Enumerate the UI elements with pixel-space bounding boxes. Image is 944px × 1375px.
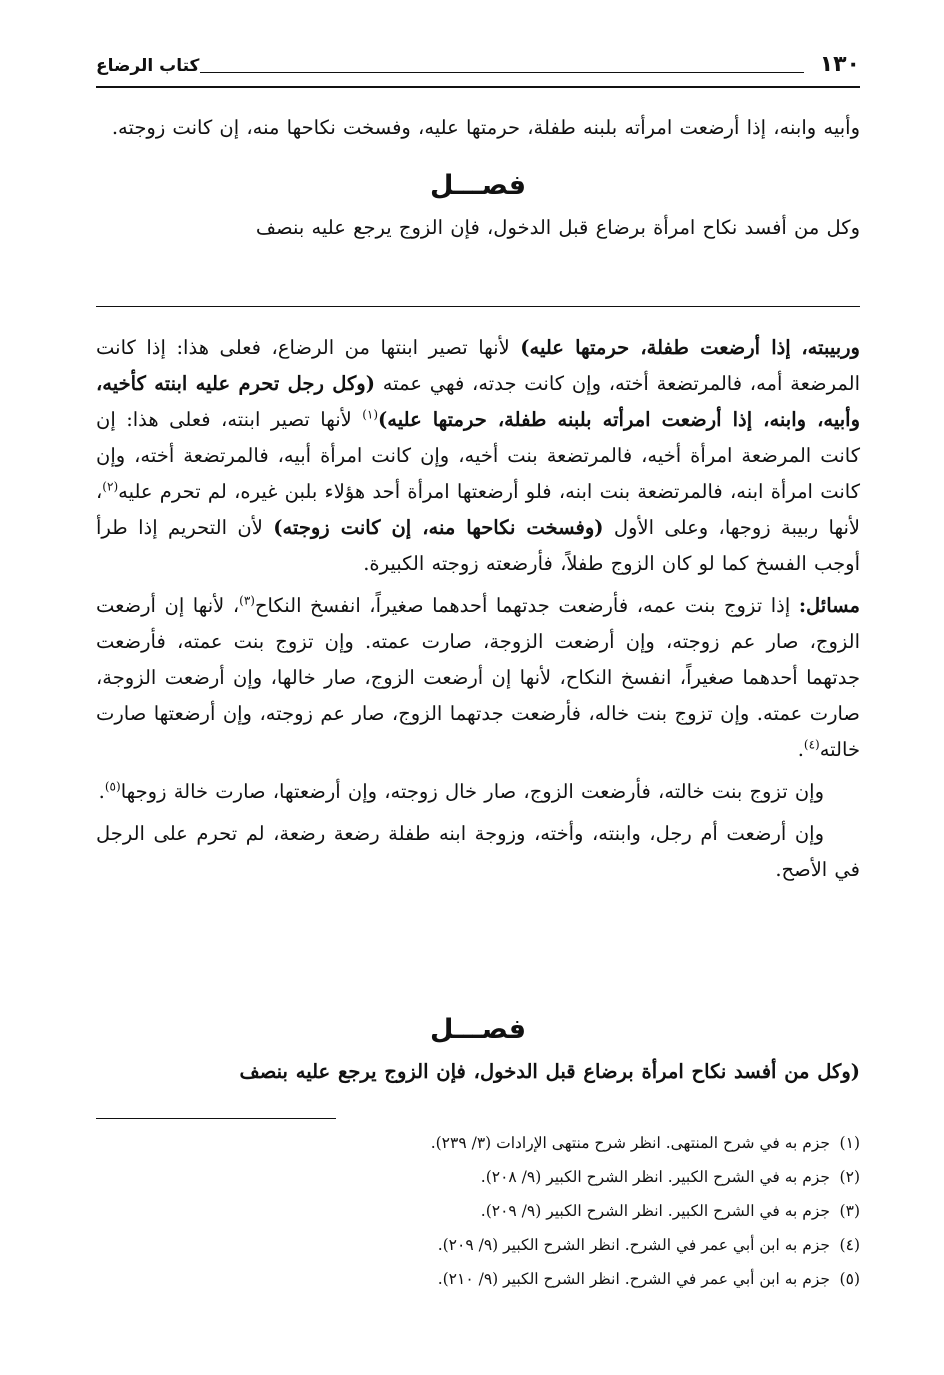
sharh-text: لأن التحريم إذا طرأ أوجب الفسخ كما لو كان الزوج طفلاً، فأرضعته زوجته الكبيرة. bbox=[96, 516, 860, 575]
sharh-text: . bbox=[98, 780, 105, 803]
book-title: كتاب الرضاع bbox=[96, 56, 200, 76]
footnote-2 bbox=[96, 1160, 860, 1194]
upper-text bbox=[96, 110, 860, 246]
footnote-marker[interactable]: (٣) bbox=[239, 593, 255, 608]
commentary bbox=[96, 330, 860, 888]
footnote-text: جزم به في الشرح الكبير. انظر الشرح الكبير (٩/ ٢٠٨). bbox=[480, 1168, 830, 1186]
footnote-number: (٣) bbox=[839, 1202, 860, 1220]
footnote-rule bbox=[96, 1118, 336, 1119]
footnote-text: جزم به في شرح المنتهى. انظر شرح منتهى الإرادات (٣/ ٢٣٩). bbox=[430, 1134, 830, 1152]
issues-label: مسائل: bbox=[798, 594, 860, 617]
footnote-number: (٢) bbox=[839, 1168, 860, 1186]
footnotes bbox=[96, 1126, 860, 1296]
sharh-text: . bbox=[797, 738, 804, 761]
footnote-number: (١) bbox=[839, 1134, 860, 1152]
matn-quote: وربيبته، bbox=[801, 336, 860, 359]
second-section bbox=[96, 1010, 860, 1090]
header-rule bbox=[96, 86, 860, 88]
footnote-number: (٥) bbox=[839, 1270, 860, 1288]
footnote-text: جزم به في الشرح الكبير. انظر الشرح الكبير (٩/ ٢٠٩). bbox=[480, 1202, 830, 1220]
continuation-paragraph: وأبيه وابنه، إذا أرضعت امرأته بلبنه طفلة، حرمتها عليه، وفسخت نكاحها منه، إن كانت زوجته. bbox=[111, 116, 860, 139]
footnote-text: جزم به ابن أبي عمر في الشرح. انظر الشرح الكبير (٩/ ٢٠٩). bbox=[437, 1236, 830, 1254]
footnote-5 bbox=[96, 1262, 860, 1296]
footnote-number: (٤) bbox=[839, 1236, 860, 1254]
running-header bbox=[96, 52, 860, 86]
commentary-paragraph-4: وإن أرضعت أم رجل، وابنته، وأخته، وزوجة ابنه طفلة رضعة رضعة، لم تحرم على الرجل في الأصح. bbox=[96, 822, 860, 881]
sharh-text: ، لأنها ربيبة زوجها، وعلى الأول bbox=[96, 480, 860, 539]
section-opening-bold: (وكل من أفسد نكاح امرأة برضاع قبل الدخول، فإن الزوج يرجع عليه بنصف bbox=[239, 1060, 860, 1083]
text-commentary-divider bbox=[96, 306, 860, 307]
header-short-rule bbox=[200, 72, 804, 73]
matn-quote: (وكل رجل تحرم عليه ابنته كأخيه، وأبيه، وابنه، إذا أرضعت امرأته بلبنه طفلة، حرمتها عليه) bbox=[96, 372, 860, 431]
sharh-text: إذا تزوج بنت عمه، فأرضعت جدتهما أحدهما صغيراً، انفسخ النكاح bbox=[254, 594, 791, 617]
footnote-marker[interactable]: (٤) bbox=[803, 737, 820, 752]
commentary-paragraph-3 bbox=[96, 774, 860, 810]
matn-quote: (وفسخت نكاحها منه، إن كانت زوجته) bbox=[273, 516, 604, 539]
page-number: ١٣٠ bbox=[819, 52, 860, 77]
footnote-4 bbox=[96, 1228, 860, 1262]
section-title: فصـــل bbox=[429, 170, 527, 201]
sharh-text: ، لأنها إن أرضعت الزوج، صار عم زوجته، وإن أرضعت الزوجة، صارت عمته. وإن تزوج بنت عمته، فأرضعت جدتهما أحدهما صغيراً، انفسخ النكاح، لأنها إن أرضعت الزوج، صار خالها، وإن أرضعت الزوجة، صارت عمته. وإن تزوج بنت خاله، فأرضعت جدتهما الزوج، صار عم زوجته، وإن أرضعتها صارت خالته bbox=[96, 594, 860, 761]
footnote-text: جزم به ابن أبي عمر في الشرح. انظر الشرح الكبير (٩/ ٢١٠). bbox=[437, 1270, 830, 1288]
sharh-text: لأنها تصير ابنتها من الرضاع، فعلى هذا: إذا كانت المرضعة أمه، فالمرتضعة أخته، وإن كانت جدته، فهي عمته bbox=[96, 336, 860, 395]
sharh-text: لأنها تصير ابنته، فعلى هذا: إن كانت المرضعة امرأة أخيه، فالمرتضعة بنت أخيه، وإن كانت امرأة أبيه، فالمرتضعة أخته، وإن كانت امرأة ابنه، فالمرتضعة بنت ابنه، فلو أرضعتها امرأة أحد هؤلاء بلبن غيره، لم تحرم عليه bbox=[96, 408, 860, 503]
commentary-paragraph-1 bbox=[96, 330, 860, 582]
section-opening: وكل من أفسد نكاح امرأة برضاع قبل الدخول، فإن الزوج يرجع عليه بنصف bbox=[255, 216, 860, 239]
footnote-3 bbox=[96, 1194, 860, 1228]
footnote-marker[interactable]: (٢) bbox=[102, 479, 119, 494]
footnote-marker[interactable]: (١) bbox=[362, 407, 379, 422]
footnote-marker[interactable]: (٥) bbox=[104, 779, 121, 794]
sharh-text: وإن تزوج بنت خالته، فأرضعت الزوج، صار خال زوجته، وإن أرضعتها، صارت خالة زوجها bbox=[120, 780, 824, 803]
commentary-paragraph-2 bbox=[96, 588, 860, 768]
footnote-1 bbox=[96, 1126, 860, 1160]
matn-quote: إذا أرضعت طفلة، حرمتها عليه) bbox=[520, 336, 791, 359]
section-title: فصـــل bbox=[429, 1014, 527, 1045]
